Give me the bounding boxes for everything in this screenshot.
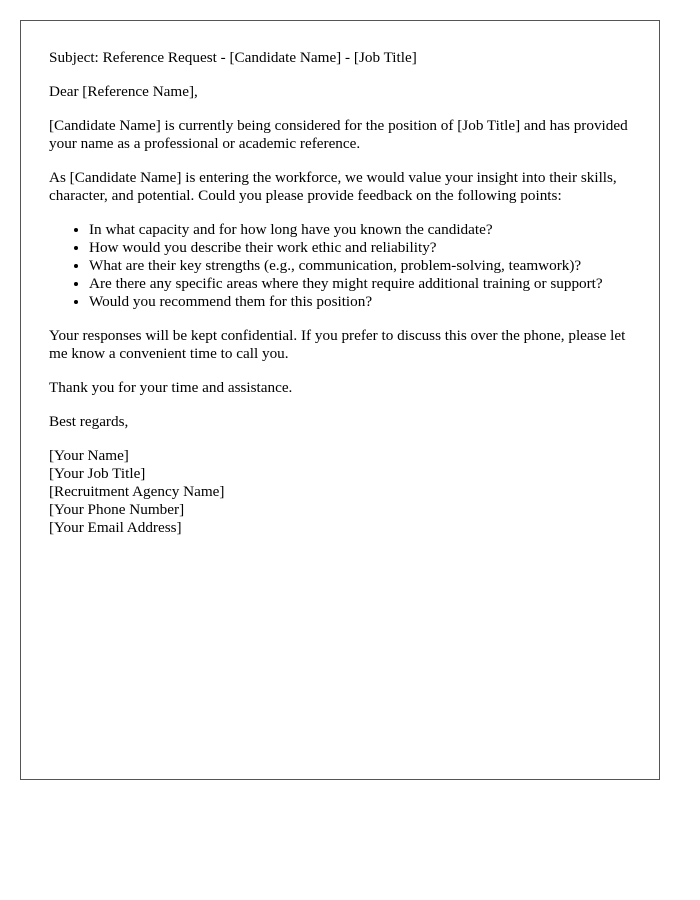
- signature-name: [Your Name]: [49, 447, 129, 464]
- signature-block: [49, 447, 639, 537]
- closing-line: Best regards,: [49, 413, 129, 430]
- list-item: • How would you describe their work ethic and reliability?: [89, 239, 639, 257]
- thanks-line: Thank you for your time and assistance.: [49, 379, 293, 396]
- letter-container: [20, 20, 660, 780]
- signature-job-title: [Your Job Title]: [49, 465, 146, 482]
- signature-email: [Your Email Address]: [49, 519, 182, 536]
- list-item: • What are their key strengths (e.g., communication, problem-solving, teamwork)?: [89, 257, 639, 275]
- request-paragraph: As [Candidate Name] is entering the workforce, we would value your insight into their skills, character, and potential. Could you please provide feedback on the following points:: [49, 169, 617, 204]
- list-item: • Would you recommend them for this position?: [89, 293, 639, 311]
- intro-paragraph: [Candidate Name] is currently being considered for the position of [Job Title] and has provided your name as a professional or academic reference.: [49, 117, 628, 152]
- greeting: Dear [Reference Name],: [49, 83, 198, 100]
- signature-phone: [Your Phone Number]: [49, 501, 185, 518]
- signature-agency: [Recruitment Agency Name]: [49, 483, 225, 500]
- subject-line: Subject: Reference Request - [Candidate Name] - [Job Title]: [49, 49, 417, 66]
- confidential-paragraph: Your responses will be kept confidential. If you prefer to discuss this over the phone, please let me know a convenient time to call you.: [49, 327, 626, 362]
- letter-body: [49, 49, 639, 537]
- list-item: • Are there any specific areas where they might require additional training or support?: [89, 275, 639, 293]
- questions-list: [49, 221, 639, 311]
- list-item: • In what capacity and for how long have you known the candidate?: [89, 221, 639, 239]
